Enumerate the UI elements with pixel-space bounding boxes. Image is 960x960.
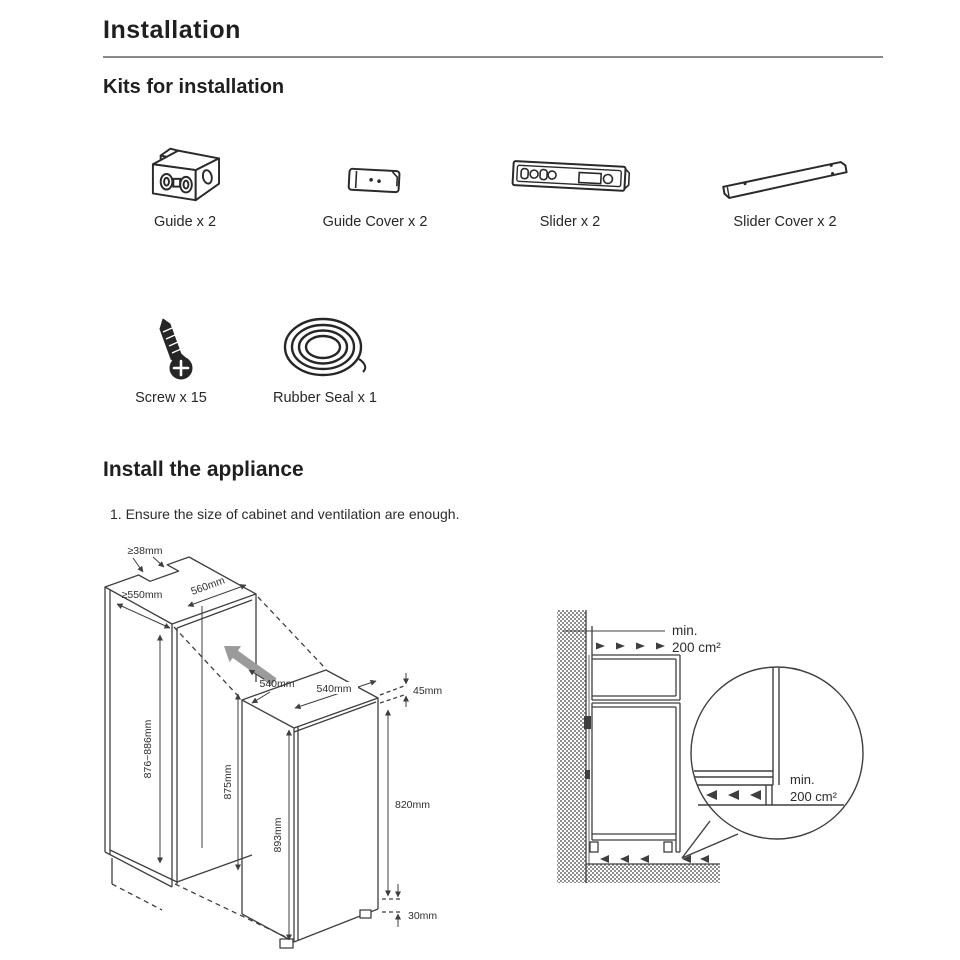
install-step-1: 1. Ensure the size of cabinet and ventilation are enough.	[110, 506, 460, 522]
dim-depth: ≥550mm	[121, 589, 163, 601]
kit-item-slider	[505, 138, 635, 230]
dim-niche-height: 876~886mm	[142, 719, 154, 779]
top-airflow-arrows	[596, 643, 665, 650]
section-install-heading: Install the appliance	[103, 458, 304, 481]
dim-top-clearance: 45mm	[413, 685, 443, 697]
slider-icon	[507, 146, 633, 208]
section-kits-heading: Kits for installation	[103, 76, 285, 98]
kit-label: Guide Cover x 2	[322, 214, 428, 230]
dim-door-height: 820mm	[395, 799, 431, 811]
guide-cover-icon	[343, 156, 407, 208]
ventilation-diagram	[530, 578, 935, 923]
kit-item-guide	[125, 138, 245, 230]
dim-niche-width: 540mm	[259, 678, 295, 690]
page-title: Installation	[103, 16, 241, 44]
dim-inner-height: 875mm	[222, 764, 234, 800]
dim-top-gap: ≥38mm	[127, 545, 163, 557]
top-vent-area: 200 cm²	[672, 640, 721, 655]
kit-item-screw	[121, 312, 221, 406]
kit-label: Slider x 2	[539, 214, 601, 230]
dim-appliance-width: 540mm	[316, 683, 352, 695]
title-divider	[103, 56, 883, 58]
bottom-vent-min: min.	[790, 772, 815, 787]
kit-label: Slider Cover x 2	[733, 214, 837, 230]
magnifier-circle	[691, 667, 863, 839]
kit-label: Screw x 15	[135, 390, 207, 406]
hinge-mark	[585, 770, 590, 779]
bottom-airflow-arrows	[600, 855, 709, 863]
floor-hatch	[586, 864, 720, 883]
screw-icon	[143, 318, 199, 384]
bottom-vent-area: 200 cm²	[790, 789, 837, 804]
kit-label: Rubber Seal x 1	[273, 390, 377, 406]
magnifier-tail	[682, 821, 738, 858]
kit-item-guide-cover	[315, 138, 435, 230]
hinge-mark	[584, 716, 591, 729]
guide-icon	[140, 138, 230, 208]
dim-bottom-clearance: 30mm	[408, 910, 438, 922]
wall-hatch	[557, 610, 586, 883]
dim-top-width: 560mm	[189, 574, 227, 598]
kit-label: Guide x 2	[153, 214, 217, 230]
kit-item-slider-cover	[715, 138, 855, 230]
slider-cover-icon	[715, 152, 855, 208]
kit-item-rubber-seal	[270, 312, 380, 406]
top-vent-min: min.	[672, 623, 698, 638]
rubber-seal-icon	[279, 312, 371, 384]
dim-appliance-height: 893mm	[272, 817, 284, 853]
cabinet-dimensions-diagram	[92, 532, 472, 960]
